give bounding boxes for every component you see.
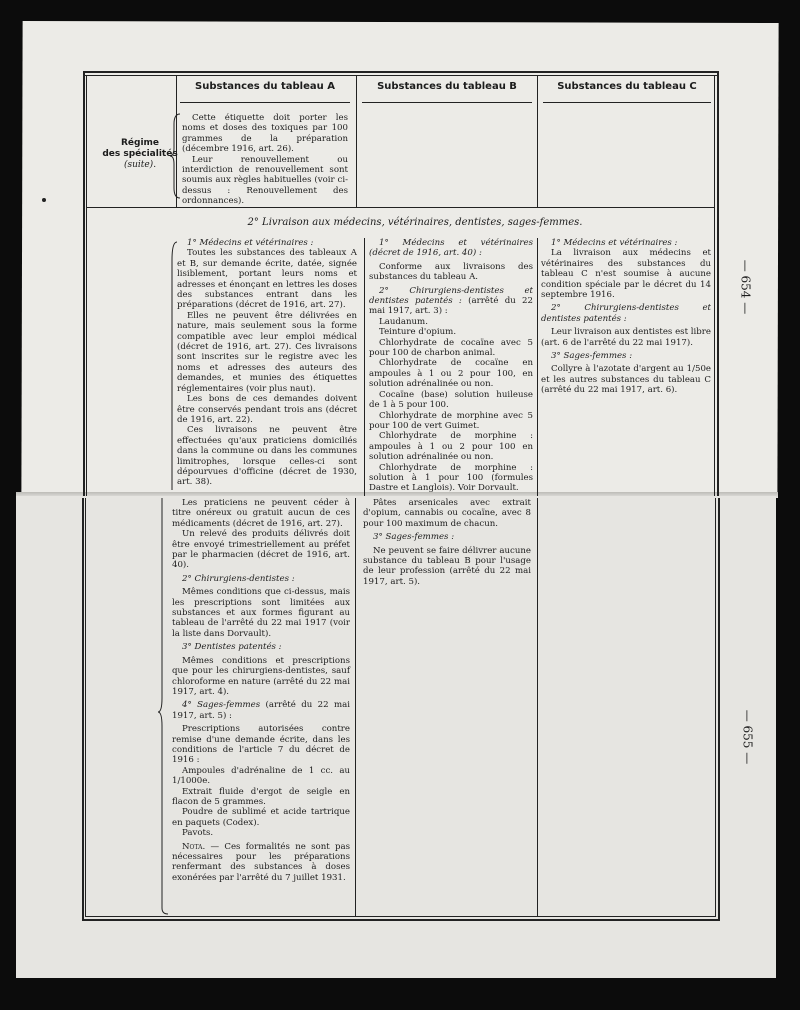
col-c-heading-medecins: 1° Médecins et vétérinaires : [551, 238, 678, 248]
col-b-heading-dentistes: 2° Chirurgiens-dentistes et dentistes patentés : [369, 285, 533, 307]
col-b-bottom-paragraph-2: Ne peuvent se faire délivrer aucune substance du tableau B pour l'usage de leur profession (arrêté du 22 mai 1917, art. 5). [363, 545, 531, 587]
col-divider-ab-top [356, 75, 357, 207]
bottom-table-bottom-border-inner [85, 916, 716, 917]
col-a-bottom-text [172, 498, 350, 883]
col-divider-ab-bottom [355, 498, 356, 916]
col-divider-bc-mid [537, 238, 538, 496]
regime-brace [170, 112, 182, 200]
col-a-bottom-paragraph-2: Un relevé des produits délivrés doit être envoyé trimestriellement au préfet par le pharmacien (décret de 1916, art. 40). [172, 529, 350, 571]
header-underline-b [362, 102, 532, 103]
regime-title-2: des spécialités [102, 149, 178, 159]
col-c-paragraph-3: Collyre à l'azotate d'argent au 1/50e et les autres substances du tableau C (arrêté du 22 mai 1917, art. 6). [541, 364, 711, 396]
col-b-item-morphine-ampoules: Chlorhydrate de morphine : ampoules à 1 ou 2 pour 100 en solution adrénalinée ou non. [369, 431, 533, 463]
header-underline-c [543, 102, 711, 103]
col-divider-bc-top [537, 75, 538, 207]
ink-dot [42, 198, 46, 202]
col-a-bottom-item-adrenaline: Ampoules d'adrénaline de 1 cc. au 1/1000e. [172, 765, 350, 787]
col-a-heading-sages-femmes-ref: (arrêté du 22 mai 1917, art. 5) : [172, 700, 350, 721]
col-a-heading-chirurgiens: 2° Chirurgiens-dentistes : [182, 573, 295, 584]
table-right-border-inner [714, 75, 715, 496]
col-a-bottom-item-ergot: Extrait fluide d'ergot de seigle en flacon de 5 grammes. [172, 786, 350, 807]
section-title: 2° Livraison aux médecins, vétérinaires, dentistes, sages-femmes. [247, 217, 583, 228]
col-b-heading-sages-femmes: 3° Sages-femmes : [373, 532, 455, 543]
col-b-bottom-text [363, 498, 531, 587]
col-a-paragraph-3: Les bons de ces demandes doivent être conservés pendant trois ans (décret de 1916, art. 22). [177, 394, 357, 425]
col-a-bottom-item-sublime: Poudre de sublimé et acide tartrique en paquets (Codex). [172, 807, 350, 828]
col-a-heading-dentistes-patentes: 3° Dentistes patentés : [182, 642, 282, 653]
col-a-bottom-paragraph-5: Prescriptions autorisées contre remise d'une demande écrite, dans les conditions de l'article 7 du décret de 1916 : [172, 724, 350, 766]
table-left-border-inner [86, 75, 87, 496]
col-b-top-text [369, 238, 533, 494]
col-divider-bc-bottom [537, 498, 538, 916]
col-c-top-text [541, 238, 711, 396]
bottom-table-left-border [82, 498, 84, 920]
section-divider [86, 207, 714, 208]
col-c-paragraph-2: Leur livraison aux dentistes est libre (art. 6 de l'arrêté du 22 mai 1917). [541, 327, 711, 348]
col-b-heading-dentistes-ref: (arrêté du 22 mai 1917, art. 3) : [369, 296, 533, 317]
col-a-brace-bottom [158, 498, 170, 916]
col-c-paragraph-1: La livraison aux médecins et vétérinaires des substances du tableau C n'est soumise à aucune condition spéciale par le décret du 14 septembre 1916. [541, 248, 711, 301]
col-a-paragraph-1: Toutes les substances des tableaux A et B, sur demande écrite, datée, signée lisiblement, portant leurs noms et adresses et énonçant en lettres les doses des substances entrant dans les préparations (décret de 1916, art. 27). [177, 248, 357, 311]
page-number-655: — 655 — [740, 709, 755, 765]
col-b-item-morphine-solution: Chlorhydrate de morphine : solution à 1 pour 100 (formules Dastre et Langlois). Voir Dorvault. [369, 462, 533, 494]
col-b-bottom-paragraph-1: Pâtes arsenicales avec extrait d'opium, cannabis ou cocaïne, avec 8 pour 100 maximum de chacun. [363, 498, 531, 529]
col-b-item-morphine-vert: Chlorhydrate de morphine avec 5 pour 100 de vert Guimet. [369, 410, 533, 431]
col-b-item-cocaine-base: Cocaïne (base) solution huileuse de 1 à 5 pour 100. [369, 389, 533, 411]
col-a-bottom-paragraph-4: Mêmes conditions et prescriptions que pour les chirurgiens-dentistes, sauf chloroforme en nature (arrêté du 22 mai 1917, art. 4). [172, 655, 350, 697]
col-a-bottom-item-pavots: Pavots. [182, 828, 214, 839]
col-b-item-laudanum: Laudanum. [379, 316, 428, 327]
header-underline-a [180, 102, 350, 103]
col-divider-ab-mid [364, 238, 365, 496]
regime-title-3: (suite). [123, 160, 157, 170]
table-top-border [83, 71, 719, 73]
col-b-item-teinture: Teinture d'opium. [379, 327, 457, 338]
bottom-table-bottom-border [82, 919, 720, 921]
regime-paragraph-2: Leur renouvellement ou interdiction de renouvellement sont soumis aux règles habituelles (voir ci-dessus : Renouvellement des ordonnances). [182, 154, 348, 207]
nota-label: Nota. [182, 841, 206, 852]
col-a-heading-sages-femmes: 4° Sages-femmes [182, 700, 261, 711]
regime-title-1: Régime [120, 138, 160, 148]
col-a-top-text [177, 238, 357, 488]
regime-paragraph-1: Cette étiquette doit porter les noms et doses des toxiques par 100 grammes de la préparation (décembre 1916, art. 26). [182, 113, 348, 155]
col-b-item-cocaine-charbon: Chlorhydrate de cocaïne avec 5 pour 100 de charbon animal. [369, 337, 533, 359]
col-c-heading-sages-femmes: 3° Sages-femmes : [551, 351, 633, 362]
header-tableau-b: Substances du tableau B [377, 81, 517, 92]
col-b-heading-medecins: 1° Médecins et vétérinaires (décret de 1916, art. 40) : [369, 238, 533, 259]
col-a-bottom-paragraph-1: Les praticiens ne peuvent céder à titre onéreux ou gratuit aucun de ces médicaments (décret de 1916, art. 27). [172, 498, 350, 529]
col-b-item-cocaine-ampoules: Chlorhydrate de cocaïne en ampoules à 1 ou 2 pour 100, en solution adrénalinée ou non. [369, 358, 533, 390]
col-a-paragraph-4: Ces livraisons ne peuvent être effectuées qu'aux praticiens domiciliés dans la commune ou dans les communes limitrophes, lorsque celles-ci sont dépourvues d'officine (décret de 1930, art. 38). [177, 425, 357, 488]
bottom-table-right-border-inner [715, 498, 716, 916]
col-a-paragraph-2: Elles ne peuvent être délivrées en nature, mais seulement sous la forme compatible avec leur emploi médical (décret de 1916, art. 27). Ces livraisons sont inscrites sur le registre avec les noms et adresses des auteurs des demandes, et munies des étiquettes réglementaires (voir plus naut). [177, 310, 357, 394]
col-a-heading-medecins: 1° Médecins et vétérinaires : [187, 238, 314, 248]
col-b-paragraph-1: Conforme aux livraisons des substances du tableau A. [369, 261, 533, 283]
table-right-border [717, 71, 719, 496]
header-tableau-a: Substances du tableau A [195, 81, 335, 92]
page-number-654: — 654 — [738, 259, 753, 315]
bottom-table-left-border-inner [85, 498, 86, 916]
header-tableau-c: Substances du tableau C [557, 81, 697, 92]
regime-label [100, 138, 180, 171]
col-c-heading-dentistes: 2° Chirurgiens-dentistes et dentistes patentés : [541, 303, 711, 324]
regime-text [182, 113, 348, 207]
table-top-border-inner [85, 75, 717, 76]
col-a-bottom-paragraph-3: Mêmes conditions que ci-dessus, mais les prescriptions sont limitées aux substances et aux formes figurant au tableau de l'arrêté du 22 mai 1917 (voir la liste dans Dorvault). [172, 587, 350, 639]
bottom-table-right-border [718, 498, 720, 920]
nota-text: — Ces formalités ne sont pas nécessaires pour les préparations renfermant des substances à doses exonérées par l'arrêté du 7 juillet 1931. [172, 841, 351, 883]
table-left-border [83, 71, 85, 496]
